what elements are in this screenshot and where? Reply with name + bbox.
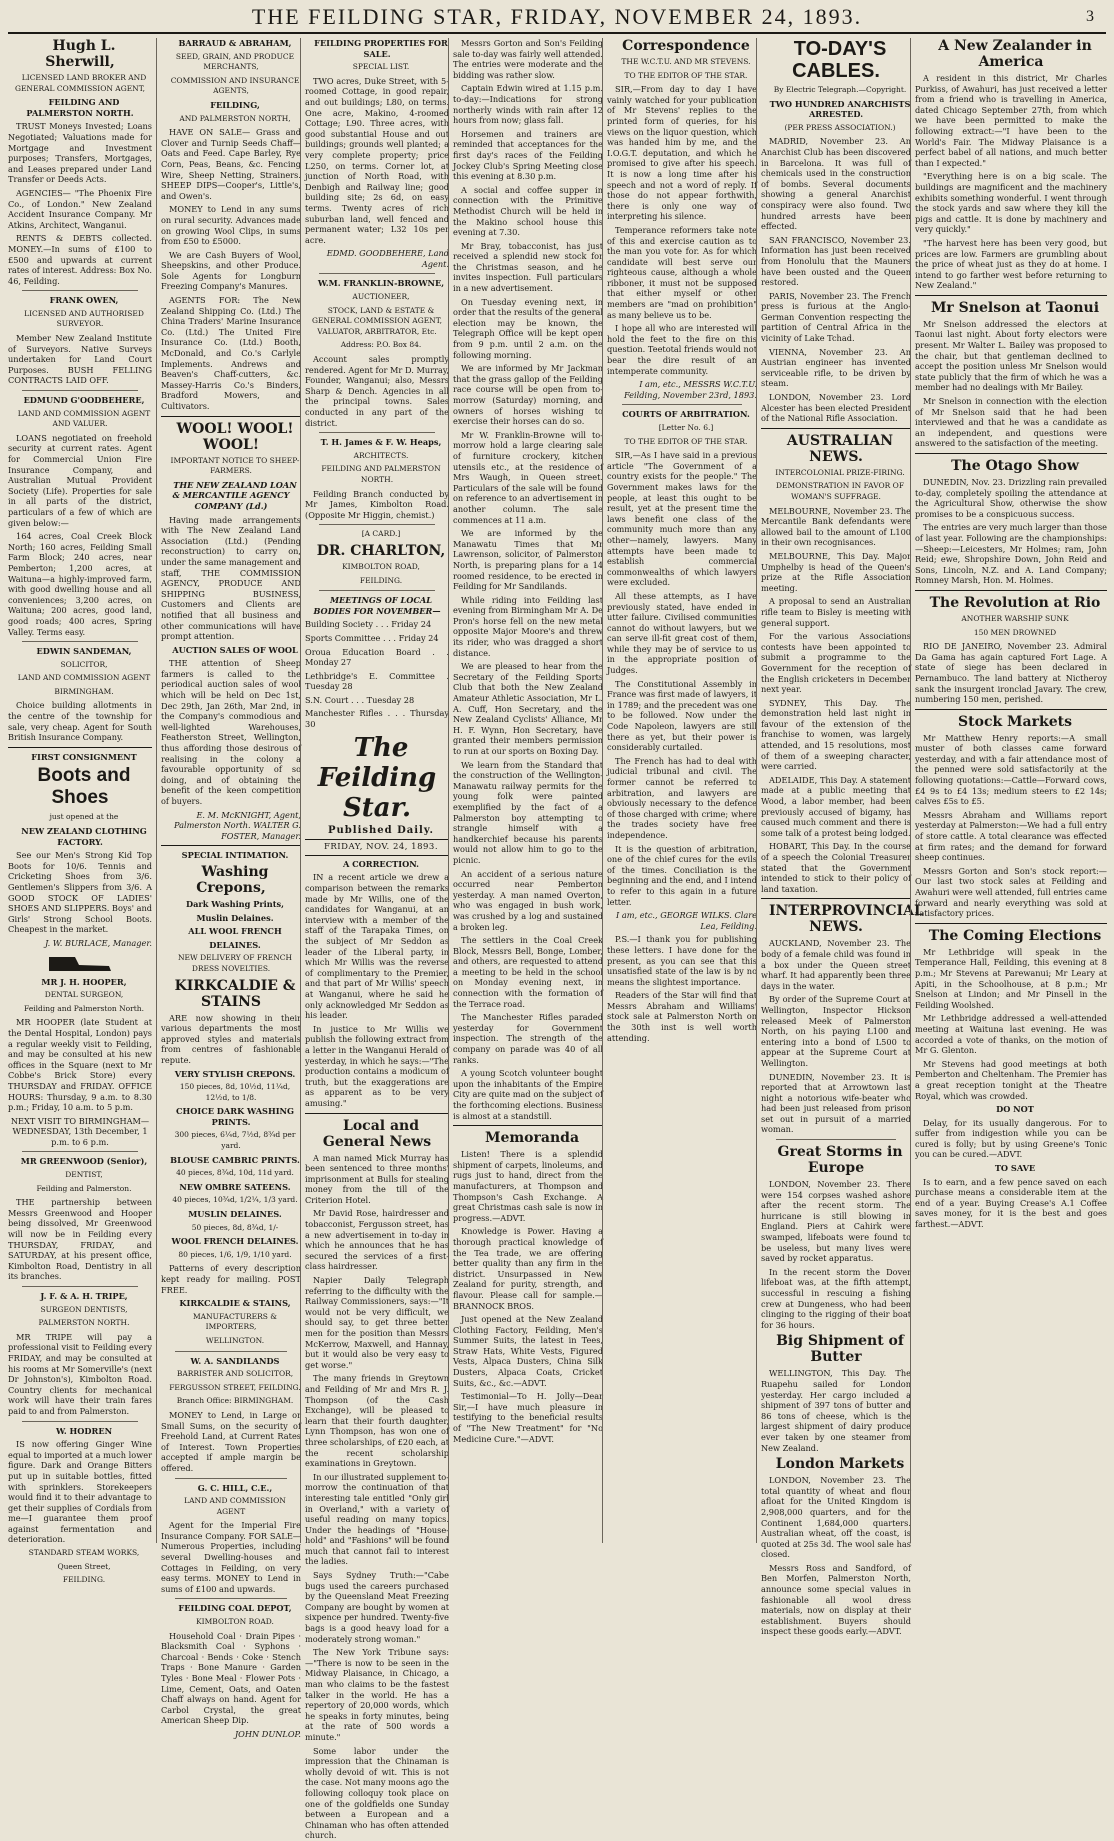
ad-body: AGENCIES— "The Phoenix Fire Co., of London." New Zealand Accident Insurance Company. Mr Atkins, Architect, Wanganui. <box>8 187 152 230</box>
ad-subheading: Branch Office: BIRMINGHAM. <box>176 1396 294 1406</box>
ad-heading: Hugh L. Sherwill, <box>45 38 116 70</box>
news-item: Messrs Ross and Sandford, of Ben Morfen, Palmerston North, announce some special values in fashionable all wool dress materials, now on display at their establishment. Buyers should inspect these goods early.—ADVT. <box>761 1562 911 1637</box>
article-body: IN a recent article we drew a comparison between the remarks made by Mr Willis, one of the candidates for Wanganui, at an interview with a member of the staff of the Tarapaka Times, on the subject of Mr Seddon as leader of the Liberal party, in which Mr Willis was the reverse of complimentary to the Premier, and that part of Mr Willis' speech at Wanganui, where he said he only acknowledged Mr Seddon as his leader. <box>305 872 449 1021</box>
column-1 <box>8 38 152 1585</box>
meeting-item: Sports Committee . . . Friday 24 <box>305 632 439 643</box>
ad-subheading: PALMERSTON NORTH. <box>38 1318 130 1328</box>
news-item: RIO DE JANEIRO, November 23. Admiral Da Gama has again captured Fort Lage. A state of siege has been declared in Pernambuco. The land battery at Nictheroy sank the insurgent ironclad Javary. The crew, numbering 150 men, perished. <box>915 641 1107 705</box>
ad-body: TWO acres, Duke Street, with 5-roomed Cottage, in good repair, and out buildings; L80, on terms. One acre, Makino, 4-roomed Cottage; L90. Three acres, with good substantial House and out buildings; grounds well planted; a very complete property; price L250, on terms. Corner lot, at junction of North Road, with Denbigh and Railway line; good building site; 2s 6d, on easy terms. Twenty acres of rich suburban land, well fenced and permanent water; L32 10s per acre. <box>305 75 449 245</box>
news-item: Mr Lethbridge addressed a well-attended meeting at Waituna last evening. He was accorded a vote of thanks, on the motion of Mr G. Glenton. <box>915 1013 1107 1056</box>
separator <box>453 1125 603 1126</box>
article-heading: TWO HUNDRED ANARCHISTS ARRESTED. <box>769 98 911 120</box>
news-item: Napier Daily Telegraph referring to the difficulty with the Railway Commissioners, says:—"It would not be very difficult, we should say, to get three better men for the position than Messrs McKerrow, Maxwell, and Hannay, but it would also be very easy to get worse." <box>305 1275 449 1370</box>
ad-body: RENTS & DEBTS collected. MONEY.—In sums of £100 to £500 and upwards at current rates of interest. Address: Box No. 46, Feilding. <box>8 233 152 286</box>
ad-subheading: just opened at the <box>49 812 119 822</box>
ad-heading: FEILDING COAL DEPOT, <box>178 1603 292 1614</box>
ad-subheading: BIRMINGHAM. <box>54 686 114 696</box>
column-5 <box>602 38 757 1543</box>
ad-heading: EDMUND G'OODBEHERE, <box>23 395 145 406</box>
separator <box>22 1421 137 1422</box>
separator <box>175 1478 287 1479</box>
ad-body: AGENTS FOR: The New Zealand Shipping Co. (Ltd.) The China Traders' Marine Insurance Co. (Ltd.) The United Fire Insurance Co. (Ltd.) Booth, McDonald, and Co.'s Carlyle Implements. Andrews and Beaven's Chaff-cutters, &c. Massey-Harris Co.'s Binders, Bradford Mowers, and Cultivators. <box>161 295 301 411</box>
separator <box>319 590 434 591</box>
ad-subheading: LAND AND COMMISSION AGENT AND VALUER. <box>17 408 151 429</box>
news-item: Mr Snelson addressed the electors at Taonui last night. About forty electors were present. Mr Walter L. Bailey was proposed to the chair, but that gentleman declined to accept the position unless Mr Snelson would state publicly that the firm of which he was a member had no dealings with Mr Bailey. <box>915 318 1107 393</box>
separator <box>761 428 911 429</box>
masthead-title: THE FEILDING STAR, FRIDAY, NOVEMBER 24, 1893. <box>251 4 863 29</box>
ad-body: Delay, for its usually dangerous. For to suffer from indigestion while you can be cured is folly; but by using Greene's Tonic you can be cured.—ADVT. <box>915 1117 1107 1160</box>
news-item: Says Sydney Truth:—"Cabe bugs used the careers purchased by the Queensland Meat Freezing Company are bought by women at sixpence per hundred. Twenty-five bags is a good heavy load for a moderately strong woman." <box>305 1570 449 1644</box>
ad-subheading: BARRISTER AND SOLICITOR, <box>176 1369 294 1379</box>
news-item: DUNEDIN, November 23. It is reported that at Arrowtown last night a notorious wife-beater who had been just released from prison set out in pursuit of a married woman. <box>761 1071 911 1135</box>
meeting-item: Building Society . . . Friday 24 <box>305 619 432 630</box>
news-item: DUNEDIN, Nov. 23. Drizzling rain prevailed to-day, completely spoiling the attendance at the Agricultural Show, otherwise the show promises to be a conspicuous success. <box>915 477 1107 519</box>
ad-subheading: FEILDING. <box>62 1575 106 1585</box>
letter-body: It is the question of arbitration, one of the chief cures for the evils of the times. Conciliation is the beginning and the end, and I intend to refer to this again in a future letter. <box>607 843 757 907</box>
ad-subheading: SURGEON DENTISTS, <box>40 1304 128 1314</box>
separator <box>915 295 1107 296</box>
ad-subheading: DENTAL SURGEON, <box>44 990 124 1000</box>
news-item: Readers of the Star will find that Messrs Abraham and Williams' stock sale at Palmerston North on the 30th inst is well worth attending. <box>607 990 757 1043</box>
section-heading: Correspondence <box>622 38 750 54</box>
ad-body: ARE now showing in their various departments the most approved styles and materials from centres of fashionable repute. <box>161 1012 301 1065</box>
price-line: 80 pieces, 1/6, 1/9, 1/10 yard. <box>178 1249 292 1259</box>
separator <box>761 898 911 899</box>
news-item: Mr W. Franklin-Browne will to-morrow hold a large clearing sale of furniture crockery, kitchen utensils etc., at the residence of Mrs Waugh, in Queen street. Particulars of the sale will be found on reference to an advertisement in another column. The sale commences at 11 a.m. <box>453 429 603 525</box>
ad-subheading: LICENSED LAND BROKER AND GENERAL COMMISSION AGENT, <box>14 73 147 93</box>
news-item: Messrs Gorton and Son's Feilding sale to-day was fairly well attended. The entries were moderate and the bidding was rather slow. <box>453 38 603 80</box>
ad-subheading: Muslin Delaines. <box>196 912 274 923</box>
price-line: 40 pieces, 8¾d, 10d, 11d yard. <box>176 1168 294 1178</box>
news-item: A resident in this district, Mr Charles Purkiss, of Awahuri, has just received a letter from a friend who is travelling in America, dated Chicago September 27th, from which we have been permitted to make the following extract:—"I have been to the World's Fair. The Midway Plaisance is a perfect babel of all nations, and much better than I expected." <box>915 73 1107 168</box>
ad-subheading: MUSLIN DELAINES. <box>188 1209 282 1220</box>
ad-body: Account sales promptly rendered. Agent for Mr D. Murray, Founder, Wanganui; also, Messrs Sharp & Dench. Agencies in all the principal towns. Sales conducted in any part of the district. <box>305 354 449 428</box>
ad-subheading: KIMBOLTON ROAD, <box>342 561 420 571</box>
ad-subheading: SPECIAL LIST. <box>352 62 410 72</box>
news-item: Mr David Rose, hairdresser and tobacconist, Fergusson street, has a new advertisement in to-day in which he announces that he has secured the services of a first-class hairdresser. <box>305 1208 449 1272</box>
ad-heading: TO SAVE <box>994 1163 1036 1174</box>
section-heading: INTERPROVINCIAL NEWS. <box>769 903 924 936</box>
news-item: The many friends in Greytown and Feilding of Mr and Mrs R. J. Thompson (of the Cash Exchange), will be pleased to learn that their fourth daughter, Lynn Thompson, has won one of three scholarships, of £20 each, at the recent scholarship examinations in Greytown. <box>305 1373 449 1469</box>
news-item: LONDON, November 23. The total quantity of wheat and flour afloat for the United Kingdom is 2,908,000 quarters, and for the Continent 1,684,000 quarters. Australian wheat, off the coast, is quoted at 25s 3d. The wool sale has closed. <box>761 1475 911 1560</box>
ad-body: LOANS negotiated on freehold security at current rates. Agent for Commercial Union Fire Insurance Company, and Australian Mutual Provident Society (Life). Properties for sale in all parts of the district, particulars of a few of which are given below:— <box>8 432 152 528</box>
news-item: In our illustrated supplement to-morrow the continuation of that interesting tale entitled "Only girl in Overland," with a variety of useful reading on many topics. Under the headings of "House-hold" and "Fashions" will be found much that cannot fail to interest the ladies. <box>305 1471 449 1567</box>
news-item: In the recent storm the Dover lifeboat was, at the fifth attempt, successful in rescuing a fishing crew at Dungeness, who had been clinging to the rigging of their boat for 36 hours. <box>761 1266 911 1330</box>
ad-signature: JOHN DUNLOP. <box>234 1728 301 1739</box>
news-item: "The harvest here has been very good, but prices are low. Farmers are grumbling about the price of wheat just as they do at home. I intend to go farther west before returning to New Zealand." <box>915 237 1107 291</box>
ad-subheading: ARCHITECTS. <box>353 450 409 460</box>
ad-body: THE attention of Sheep farmers is called to the periodical auction sales of wool which will be held on Dec 1st, Dec 29th, Jan 26th, Mar 2nd, in the Company's commodious and well-lighted Warehouses, Featherston Street, Wellington, thus affording those desirous of realising in the colony a favourable opportunity of so doing, and of obtaining the benefit of the keen competition of buyers. <box>161 658 301 806</box>
news-item: The settlers in the Coal Creek Block, Messrs Bell, Bonge, Lomber, and others, are requested to attend a meeting to be held in the school on Monday evening next, in connection with the formation of the Terrace road. <box>453 935 603 1009</box>
ad-subheading: [A CARD.] <box>361 529 401 539</box>
news-item: Listen! There is a splendid shipment of carpets, linoleums, and rugs just to hand, direct from the manufacturers, at Thompson and Thompson's Cash Exchange. A great Christmas cash sale is now in progress.—ADVT. <box>453 1149 603 1223</box>
column-3 <box>300 38 449 1841</box>
news-item: "Everything here is on a big scale. The buildings are magnificent and the machinery exhibits something wonderful. I went through the stock yards and saw where they kill the pigs and cattle. It is done by machinery and very quickly." <box>915 171 1107 235</box>
price-line: 150 pieces, 8d, 10½d, 11¼d, 12½d, to 1/8. <box>179 1082 291 1102</box>
article-heading: A CORRECTION. <box>342 858 420 869</box>
separator <box>915 590 1107 591</box>
news-item: A man named Mick Murray has been sentenced to three months' imprisonment at Bulls for stealing money from the till of the Criterion Hotel. <box>305 1152 449 1205</box>
section-heading: The Coming Elections <box>928 927 1102 944</box>
news-item: By order of the Supreme Court at Wellington, Inspector Hickson released Meek of Palmerston North, on his paying L100 and entering into a bond of L500 to appear at the Supreme Court at Wellington. <box>761 994 911 1068</box>
ad-subheading: Dark Washing Prints, <box>185 898 284 909</box>
article-subheading: TO THE EDITOR OF THE STAR. <box>624 70 748 80</box>
section-heading: Local and General News <box>322 1117 432 1150</box>
separator <box>22 390 137 391</box>
news-item: Just opened at the New Zealand Clothing Factory, Feilding, Men's Summer Suits, the latest in Tees, Straw Hats, White Vests, Figured Vests, Alpaca Dusters, China Silk Dusters, Alpaca Coats, Cricket Suits, &c., &c.—ADVT. <box>453 1314 603 1388</box>
article-subheading: TO THE EDITOR OF THE STAR. <box>624 436 748 446</box>
news-item: We are informed by the Manawatu Times that Mr Lawrenson, solicitor, of Palmerston North, is preparing plans for a 14 roomed residence, to be erected in Feilding for Mr Sandilands. <box>453 528 603 592</box>
page-number: 3 <box>1086 8 1096 25</box>
separator <box>161 845 301 846</box>
dateline: FRIDAY, NOV. 24, 1893. <box>305 839 449 856</box>
section-heading: London Markets <box>775 1456 905 1473</box>
section-heading: A New Zealander in America <box>938 38 1092 70</box>
ad-signature: E. M. McKNIGHT, Agent, Palmerston North. WALTER G. FOSTER, Manager. <box>174 809 301 841</box>
separator <box>8 747 152 748</box>
ad-subheading: NEW DELIVERY OF FRENCH DRESS NOVELTIES. <box>177 953 293 973</box>
ad-heading: NEW ZEALAND CLOTHING FACTORY. <box>21 826 147 847</box>
article-subheading: (PER PRESS ASSOCIATION.) <box>784 122 896 132</box>
ad-subheading: AND PALMERSTON NORTH, <box>179 113 291 123</box>
article-subheading: 150 MEN DROWNED <box>973 627 1057 637</box>
ad-subheading: BLOUSE CAMBRIC PRINTS. <box>170 1154 300 1165</box>
article-subheading: DEMONSTRATION IN FAVOR OF WOMAN'S SUFFRAGE. <box>775 481 905 501</box>
ad-subheading: FEILDING. <box>359 575 403 585</box>
separator <box>776 1139 896 1140</box>
ad-heading: FRANK OWEN, <box>49 295 119 306</box>
news-item: Mr Bray, tobacconist, has just received a splendid new stock for the Christmas season, and he invites inspection. Full particulars in a new advertisement. <box>453 240 603 294</box>
ad-subheading: Feilding and Palmerston North. <box>24 1003 144 1013</box>
ad-subheading: KIMBOLTON ROAD. <box>196 1617 274 1627</box>
letter-signature: I am, etc., GEORGE WILKS. Clare Lea, Feilding. <box>616 910 757 931</box>
article-heading: COURTS OF ARBITRATION. <box>622 409 750 420</box>
ad-body: MONEY to Lend, in Large or Small Sums, on the security of Freehold Land, at Current Rates of Interest. Town Properties accepted if ample margin be offered. <box>161 1409 301 1473</box>
letter-body: SIR,—From day to day I have vainly watched for your publication of Mr Stevens' replies to the printed form of queries, for his views on the liquor question, which was handed him by me, and the I.O.G.T. deputation, and which he promised to give after his speech. It is now a long time after his speech and not a word of reply. If those do not appear forthwith, there is only one way of interpreting his silence. <box>607 84 757 222</box>
ad-subheading: DENTIST, <box>65 1170 103 1180</box>
letter-body: The French has had to deal with judicial tribunal and civil. The former cannot be referred to arbitration, and lawyers are obviously necessary to the defence of those charged with crime; where the trades society have free independence. <box>607 755 757 840</box>
ad-subheading: WELLINGTON. <box>205 1335 265 1345</box>
ad-body: Choice building allotments in the centre of the township for sale, very cheap. Agent for South British Insurance Company. <box>8 700 152 743</box>
ad-subheading: FEILDING AND PALMERSTON NORTH. <box>321 464 441 484</box>
ad-subheading: FEILDING AND PALMERSTON NORTH. <box>26 97 134 118</box>
ad-subheading: CHOICE DARK WASHING PRINTS. <box>175 1106 295 1127</box>
separator <box>915 923 1107 924</box>
separator <box>622 404 742 405</box>
ad-body: Patterns of every description kept ready for mailing. POST FREE. <box>161 1263 301 1295</box>
news-item: HOBART, This Day. In the course of a speech the Colonial Treasurer stated that the Government intended to stick to their policy of land taxation. <box>761 841 911 894</box>
news-item: A social and coffee supper in connection with the Primitive Methodist Church will be held in the Makino school house this evening at 7.30. <box>453 184 603 238</box>
separator <box>915 709 1107 710</box>
ad-heading: FEILDING PROPERTIES FOR SALE. <box>314 38 448 59</box>
boot-illustration <box>45 953 115 973</box>
letter-body: P.S.—I thank you for publishing these letters. I have done for the present, as you can see that this unsatisfied state of the law is by no means the slightest importance. <box>607 934 757 987</box>
separator <box>22 1151 137 1152</box>
price-line: 300 pieces, 6¼d, 7½d, 8¾d per yard. <box>174 1130 296 1151</box>
ad-body: Having made arrangements with The New Zealand Land Association (Ltd.) (Pending reconstruction) to carry on, under the same management and staff, THE COMMISSION AGENCY, PRODUCE AND SHIPPING BUSINESS, Customers and Clients are notified that all business and other communications will have prompt attention. <box>161 514 301 642</box>
ad-heading: DO NOT <box>996 1104 1034 1115</box>
ad-body: We are Cash Buyers of Wool, Sheepskins, and other Produce. Sole Agents for Longburn Freezing Company's Manures. <box>161 249 301 292</box>
article-subheading: INTERCOLONIAL PRIZE-FIRING. <box>775 467 905 477</box>
ad-subheading: STANDARD STEAM WORKS, <box>28 1548 140 1558</box>
article-heading: THE W.C.T.U. AND MR STEVENS. <box>621 57 751 66</box>
ad-heading-large: Boots and Shoes <box>37 765 131 809</box>
section-heading: The Otago Show <box>951 458 1079 474</box>
ad-heading: T. H. James & F. W. Heaps, <box>320 437 442 448</box>
ad-heading: THE NEW ZEALAND LOAN & MERCANTILE AGENCY COMPANY (Ld.) <box>172 479 297 511</box>
ad-subheading: LICENSED AND AUTHORISED SURVEYOR. <box>24 308 144 329</box>
price-line: 50 pieces, 8d, 8¾d, 1/- <box>191 1222 279 1232</box>
separator <box>319 432 434 433</box>
news-item: PARIS, November 23. The French press is furious at the Anglo-German Convention respecting the partition of Central Africa in the vicinity of Lake Tchad. <box>761 290 911 344</box>
ad-subheading: SEED, GRAIN, AND PRODUCE MERCHANTS, <box>175 51 295 72</box>
ad-heading: BARRAUD & ABRAHAM, <box>178 38 292 48</box>
section-heading: AUSTRALIAN NEWS. <box>786 432 894 465</box>
ad-heading: KIRKCALDIE & STAINS <box>174 977 296 1010</box>
ad-heading: WOOL! WOOL! WOOL! <box>176 420 294 453</box>
meeting-item: Manchester Rifles . . . Thursday 30 <box>305 708 449 730</box>
news-item: VIENNA, November 23. An Austrian engineer has invented serviceable rifle, to be driven by steam. <box>761 346 911 389</box>
news-item: The Manchester Rifles paraded yesterday for Government inspection. The strength of the company on parade was 40 of all ranks. <box>453 1012 603 1065</box>
ad-subheading: FEILDING, <box>210 99 260 110</box>
section-heading: Stock Markets <box>958 713 1072 730</box>
news-item: Messrs Gorton and Son's stock report:—Our last two stock sales at Feilding and Awahuri were well attended, full entries came forward and nearly everything was sold at satisfactory prices. <box>915 865 1107 919</box>
ad-subheading: NEW OMBRE SATEENS. <box>179 1181 291 1192</box>
news-item: Knowledge is Power. Having a thorough practical knowledge of the Tea trade, we are offering better quality than any firm in the district. Unsurpassed in New Zealand for purity, strength, and flavour. Please call for sample.—BRANNOCK BROS. <box>453 1226 603 1311</box>
ad-subheading: ALL WOOL FRENCH <box>188 926 282 937</box>
ad-subheading: STOCK, LAND & ESTATE & GENERAL COMMISSION AGENT, VALUATOR, ARBITRATOR, Etc. <box>311 305 443 336</box>
letter-body: Temperance reformers take note of this and exercise caution as to the man you vote for. As for which candidate will best serve our righteous cause, although a whole ribboner, it must not be supposed that either myself or other members are "mad on prohibition" as many believe us to be. <box>607 224 757 320</box>
meetings-heading: MEETINGS OF LOCAL BODIES FOR NOVEMBER— <box>313 595 441 616</box>
column-6 <box>756 38 924 1637</box>
separator <box>305 1113 449 1114</box>
ad-subheading: COMMISSION AND INSURANCE AGENTS, <box>170 75 300 96</box>
ad-subheading: VERY STYLISH CREPONS. <box>174 1068 296 1079</box>
ad-heading: J. F. & A. H. TRIPE, <box>40 1291 128 1301</box>
meeting-item: Oroua Education Board . . Monday 27 <box>305 646 449 668</box>
ad-body: Agent for the Imperial Fire Insurance Company. FOR SALE—Numerous Properties, including several Dwelling-houses and Cottages in Feilding, on very easy terms. MONEY to Lend in sums of £100 and upwards. <box>161 1520 301 1594</box>
ad-body: Member New Zealand Institute of Surveyors. Native Surveys undertaken for Land Court Purposes. BUSH FELLING CONTRACTS LAID OFF. <box>8 333 152 386</box>
news-item: We learn from the Standard that the construction of the Wellington-Manawatu railway permits for the young folk were painted exemplified by the fact of a Palmerston boy attempting to strangle himself with a handkerchief because his parents would not allow him to go to the picnic. <box>453 759 603 865</box>
news-item: Mr Lethbridge will speak in the Temperance Hall, Feilding, this evening at 8 p.m.; Mr Stevens at Parewanui; Mr Leary at Apiti, in the Schoolhouse, at 8 p.m.; Mr Snelson at Lindon; and Mr Pinsell in the Feilding Woolshed. <box>915 946 1107 1010</box>
column-2 <box>156 38 301 1739</box>
article-subheading: [Letter No. 6.] <box>658 423 714 432</box>
news-item: SAN FRANCISCO, November 23. Information has just been received from Honolulu that the Mauners have been ousted and the Queen restored. <box>761 234 911 288</box>
ad-heading: AUCTION SALES OF WOOL <box>172 644 298 655</box>
news-item: Messrs Abraham and Williams report yesterday at Palmerston:—We had a full entry of store cattle. A total clearance was effected at firm rates; and the demand for forward sheep continues. <box>915 809 1107 863</box>
news-item: MADRID, November 23. An Anarchist Club has been discovered in Barcelona. It was full of chemicals used in the construction of bombs. Several documents showing a general Anarchist conspiracy were also found. Two hundred arrests have been effected. <box>761 136 911 232</box>
meeting-item: Lethbridge's E. Committee . Tuesday 28 <box>305 670 449 692</box>
ad-body: MONEY to Lend in any sums on rural security. Advances made on growing Wool Clips, in sums from £50 to £5000. <box>161 204 301 247</box>
ad-body: IS now offering Ginger Wine equal to imported at a much lower figure. Dark and Orange Bitters put up in suitable bottles, fitted with sprinklers. Storekeepers would find it to their advantage to get their supplies of Cordials from me—I guarantee them proof against fermentation and deterioration. <box>8 1439 152 1545</box>
letter-body: SIR,—As I have said in a previous article "The Government of a country exists for the people." The Government makes laws for the people, at least this ought to be result, yet at the present time the laws benefit one class of the community much more than any other—namely, lawyers. Many attempts have been made to establish commercial commonwealths of which lawyers were excluded. <box>607 450 757 588</box>
ad-body: TRUST Moneys Invested; Loans Negotiated; Valuations made for Mortgage and Investment purposes; Transfers, Mortgages, and Leases prepared under Land Transfer or Deeds Acts. <box>8 121 152 185</box>
ad-heading: KIRKCALDIE & STAINS, <box>179 1298 291 1309</box>
paper-title: The Feilding Star. <box>317 732 437 823</box>
masthead-rule <box>8 32 1106 34</box>
news-item: Mr Snelson in connection with the election of Mr Snelson said that he had been interviewed and that he was a candidate as an independent, and questions were answered to the satisfaction of the meeting. <box>915 396 1107 449</box>
meeting-item: S.N. Court . . . Tuesday 28 <box>305 694 415 705</box>
column-7 <box>910 38 1107 1543</box>
article-subheading: ANOTHER WARSHIP SUNK <box>961 613 1069 623</box>
news-item: An accident of a serious nature occurred near Pemberton yesterday. A man named Overton, who was engaged in bush work, was crushed by a log and sustained a broken leg. <box>453 868 603 932</box>
separator <box>22 641 137 642</box>
ad-body: HAVE ON SALE— Grass and Clover and Turnip Seeds Chaff—Oats and Feed. Cape Barley, Rye Corn, Peas, Beans, &c. Fencing Wire, Sheep Netting, Strainers. SHEEP DIPS—Cooper's, Little's, and Owen's. <box>161 127 301 201</box>
separator <box>161 416 301 417</box>
news-item: MELBOURNE, November 23. The Mercantile Bank defendants were allowed bail to the amount of L100 in their own recognisances. <box>761 505 911 548</box>
news-item: Horsemen and trainers are reminded that acceptances for the first day's races of the Feilding Jockey Club's Spring Meeting close this evening at 8.30 p.m. <box>453 128 603 182</box>
news-item: LONDON, November 23. There were 154 corpses washed ashore after the recent storm. The hurricane is still blowing in England. Piers at Cahirk were swamped, lifeboats were found to be useless, but many lives were saved by rocket apparatus. <box>761 1179 911 1264</box>
separator <box>175 1351 287 1352</box>
section-heading: Big Shipment of Butter <box>776 1333 904 1366</box>
price-line: 40 pieces, 10¾d, 1/2¼, 1/3 yard. <box>172 1195 298 1205</box>
letter-body: All these attempts, as I have previously stated, have ended in utter failure. Civilised communities cannot do without lawyers, but we can serve ill-fit great cost of them, while they may be of service to us in the appropriate position of Judges. <box>607 590 757 676</box>
section-heading: The Revolution at Rio <box>929 594 1101 611</box>
column-4 <box>448 38 603 1543</box>
ad-subheading: MANUFACTURERS & IMPORTERS, <box>193 1311 277 1332</box>
published-daily: Published Daily. <box>327 824 434 836</box>
ad-heading: FIRST CONSIGNMENT <box>31 751 137 762</box>
ad-subheading: LAND AND COMMISSION AGENT <box>184 1496 286 1516</box>
ad-subheading: DELAINES. <box>209 939 261 950</box>
ad-body: Feilding Branch conducted by Mr James, Kimbolton Road. (Opposite Mr Higgin, chemist.) <box>305 488 449 520</box>
ad-body: NEXT VISIT TO BIRMINGHAM— WEDNESDAY, 13th December, 1 p.m. to 6 p.m. <box>10 1115 150 1147</box>
ad-subheading: SOLICITOR, <box>60 659 108 669</box>
separator <box>175 1598 287 1599</box>
news-item: ADELAIDE, This Day. A statement made at a public meeting that Wood, a labor member, had been previously accused of bigamy, has caused much comment and there is some talk of a protest being lodged. <box>761 774 911 838</box>
news-item: MELBOURNE, This Day. Major Umphelby is head of the Queen's prize at the Rifle Association meeting. <box>761 550 911 593</box>
separator <box>22 290 137 291</box>
ad-heading: DR. CHARLTON, <box>316 542 446 559</box>
news-item: On Tuesday evening next, in order that the results of the general election may be known, the Telegraph Office will be kept open from 9 p.m. until 2 a.m. on the following morning. <box>453 296 603 360</box>
ad-heading: W.M. FRANKLIN-BROWNE, <box>317 278 445 289</box>
news-item: Mr Stevens had good meetings at both Pemberton and Cheltenham. The Premier has a great reception tonight at the Theatre Royal, which was crowded. <box>915 1058 1107 1101</box>
cables-heading: TO-DAY'S CABLES. <box>792 38 887 82</box>
ad-body: THE partnership between Messrs Greenwood and Hooper being dissolved, Mr Greenwood will now be in Feilding every THURSDAY, FRIDAY, and SATURDAY, at his present office, Kimbolton Road, Dentistry in all its branches. <box>8 1197 152 1282</box>
ad-subheading: Feilding and Palmerston. <box>36 1183 132 1193</box>
news-item: AUCKLAND, November 23. The body of a female child was found in a box under the Queen street wharf. It had apparently been three days in the water. <box>761 938 911 991</box>
ad-subheading: WOOL FRENCH DELAINES. <box>171 1236 299 1247</box>
ad-heading: G. C. HILL, C.E., <box>197 1482 273 1493</box>
news-item: We are pleased to hear from the Secretary of the Feilding Sports Club that both the New Zealand Amateur Athletic Association, Mr L. A. Cuff, Hon Secretary, and the New Zealand Cyclists' Alliance, Mr H. F. Wynn, Hon Secretary, have granted their members permission to run at our sports on Boxing Day. <box>453 661 603 756</box>
article-subheading: By Electric Telegraph.—Copyright. <box>773 85 907 94</box>
ad-heading: W. A. SANDILANDS <box>190 1355 280 1366</box>
ad-heading: SPECIAL INTIMATION. <box>181 850 289 861</box>
letter-signature: I am, etc., MESSRS W.C.T.U. Feilding, November 23rd, 1893. <box>623 379 757 400</box>
section-heading: Great Storms in Europe <box>777 1144 903 1177</box>
news-item: SYDNEY, This Day. The demonstration held last night in favour of the extension of the franchise to women, was largely attended, and 15 resolutions, most of them of a sweeping character, were carried. <box>761 697 911 772</box>
ad-signature: EDMD. GOODBEHERE, Land Agent. <box>326 248 449 269</box>
ad-heading: MR GREENWOOD (Senior), <box>20 1156 148 1167</box>
news-item: The entries are very much larger than those of last year. Following are the championships:—Sheep:—Leicesters, Mr Holmes; ram, John Reid; ewe, Shropshire Down, John Reid and Sons, Lincoln, N.Z. and A. Land Company; Romney Marsh, Hon. M. Holmes. <box>915 522 1108 586</box>
news-item: While riding into Feilding last evening from Birmingham Mr A. De Pron's horse fell on the new metal opposite Major Moore's and threw its rider, who was dragged a short distance. <box>453 594 603 658</box>
news-item: Mr Matthew Henry reports:—A small muster of both classes came forward yesterday, and with a fair attendance most of the penned were sold satisfactorily at the following quotations:—Cattle—Forward cows, £4 9s to £4 13s; medium steers to £2 14s; calves £5s to £5. <box>915 732 1107 807</box>
ad-heading: W. HODREN <box>55 1425 113 1436</box>
separator <box>319 524 434 525</box>
section-heading: Memoranda <box>484 1130 580 1147</box>
news-item: The New York Tribune says:—"There is now to be seen in the Midway Plaisance, in Chicago, a man who claims to be the fastest talker in the world. He has a repertory of 20,000 words, which he speaks in forty minutes, being at the rate of 500 words a minute." <box>305 1647 449 1742</box>
ad-subheading: IMPORTANT NOTICE TO SHEEP-FARMERS. <box>170 455 300 476</box>
ad-heading: Washing Crepons, <box>196 863 269 896</box>
ad-subheading: FERGUSSON STREET, FEILDING. <box>169 1382 301 1392</box>
ad-body: Household Coal · Drain Pipes · Blacksmith Coal · Syphons · Charcoal · Bends · Coke · Stench Traps · Bone Manure · Garden Tyles · Bone Meal · Flower Pots · Lime, Cement, Oats, and Oaten Chaff always on hand. Agent for Carbol Crystal, the great American Sheep Dip. <box>161 1630 301 1726</box>
separator <box>915 453 1107 454</box>
ad-body: MR TRIPE will pay a professional visit to Feilding every FRIDAY, and may be consulted at his rooms at Mr Somerville's (next Dr Johnston's), Kimbolton Road. Country clients for mechanical work will have their train fares paid to and from Palmerston. <box>8 1331 152 1416</box>
masthead <box>0 4 1114 30</box>
letter-body: The Constitutional Assembly in France was first made of lawyers, it in 1789; and the precedent was one to be followed. Now under the Code Napoleon, lawyers are still there as yet, but their power is considerably curtailed. <box>607 678 757 753</box>
separator <box>22 1286 137 1287</box>
news-item: LONDON, November 23. Lord Alcester has been elected President of the National Rifle Association. <box>761 392 911 424</box>
ad-body: 164 acres, Coal Creek Block North; 160 acres, Feilding Small Farm Block; 240 acres, near Pemberton; 1,200 acres, at Waituna—a highly-improved farm, with good dwelling house and all conveniences; 3,200 acres, on Waituna; 200 acres, good land, good roads; 400 acres, Spring Valley. Terms easy. <box>8 531 152 637</box>
ad-subheading: Address: P.O. Box 84. <box>340 340 422 350</box>
ad-heading: EDWIN SANDEMAN, <box>36 646 132 657</box>
ad-signature: J. W. BURLACE, Manager. <box>44 937 152 948</box>
news-item: Testimonial—To H. Jolly—Dear Sir,—I have much pleasure in testifying to the beneficial results of "The New Treatment" for "No Medicine Cure."—ADVT. <box>453 1391 603 1444</box>
news-item: We are informed by Mr Jackman that the grass gallop of the Feilding race course will be open from to-morrow (Saturday) morning, and owners of horses wishing to exercise their horses can do so. <box>453 363 603 427</box>
ad-body: MR HOOPER (late Student at the Dental Hospital, London) pays a regular weekly visit to Feilding, and may be consulted at his new offices in the Square (next to Mr Cobbe's Brick Store) every THURSDAY and FRIDAY. OFFICE HOURS: Thursday, 9 a.m. to 8.30 p.m.; Friday, 10 a.m. to 5 p.m. <box>8 1017 152 1113</box>
news-item: For the various Associations contests have been appointed to submit a programme to the Government for the reception of the English cricketers in December next year. <box>761 631 911 695</box>
news-item: Some labor under the impression that the Chinaman is wholly devoid of wit. This is not the case. Not many moons ago the following colloquy took place on one of the goldfields one Sunday between a European and a Chinaman who has often attended church. <box>305 1745 449 1841</box>
ad-subheading: AUCTIONEER, <box>352 292 410 302</box>
section-heading: Mr Snelson at Taonui <box>930 299 1100 316</box>
ad-subheading: Queen Street, <box>57 1561 111 1571</box>
news-item: Captain Edwin wired at 1.15 p.m. to-day:—Indications for strong northerly winds with rain after 12 hours from now; glass fall. <box>453 83 603 126</box>
news-item: WELLINGTON, This Day. The Ruapehu sailed for London yesterday. Her cargo included a shipment of 397 tons of butter and 86 tons of cheese, which is the largest shipment of dairy produce ever taken by one steamer from New Zealand. <box>761 1368 911 1453</box>
ad-body: See our Men's Strong Kid Top Boots for 10/6. Tennis and Cricketing Shoes from 3/6. Gentlemen's Slippers from 3/6. A GOOD STOCK OF LADIES' SHOES AND SLIPPERS. Boys' and Girls' Strong School Boots. Cheapest in the market. <box>8 850 152 935</box>
separator <box>319 273 434 274</box>
letter-body: I hope all who are interested will hold the feet to the fire on this question. Teetotal friends would not bear the dire result of an intemperate community. <box>607 323 757 376</box>
ad-heading: MR J. H. HOOPER, <box>41 976 127 987</box>
ad-subheading: LAND AND COMMISSION AGENT <box>17 673 151 683</box>
article-body: In justice to Mr Willis we publish the following extract from a letter in the Wanganui Herald of yesterday, in which he says:—"The production contains a modicum of truth, but the exaggerations are as apparent as to be very amusing." <box>305 1023 449 1108</box>
news-item: A proposal to send an Australian rifle team to Bisley is meeting with general support. <box>761 596 911 628</box>
news-item: A young Scotch volunteer bought upon the inhabitants of the Empire City are quite mad on the subject of the forthcoming elections. Business is almost at a standstill. <box>453 1068 603 1121</box>
ad-body: Is to earn, and a few pence saved on each purchase means a considerable item at the end of a year. Buying Crease's A.1 Coffee saves money, for it is the best and goes farthest.—ADVT. <box>915 1176 1107 1230</box>
